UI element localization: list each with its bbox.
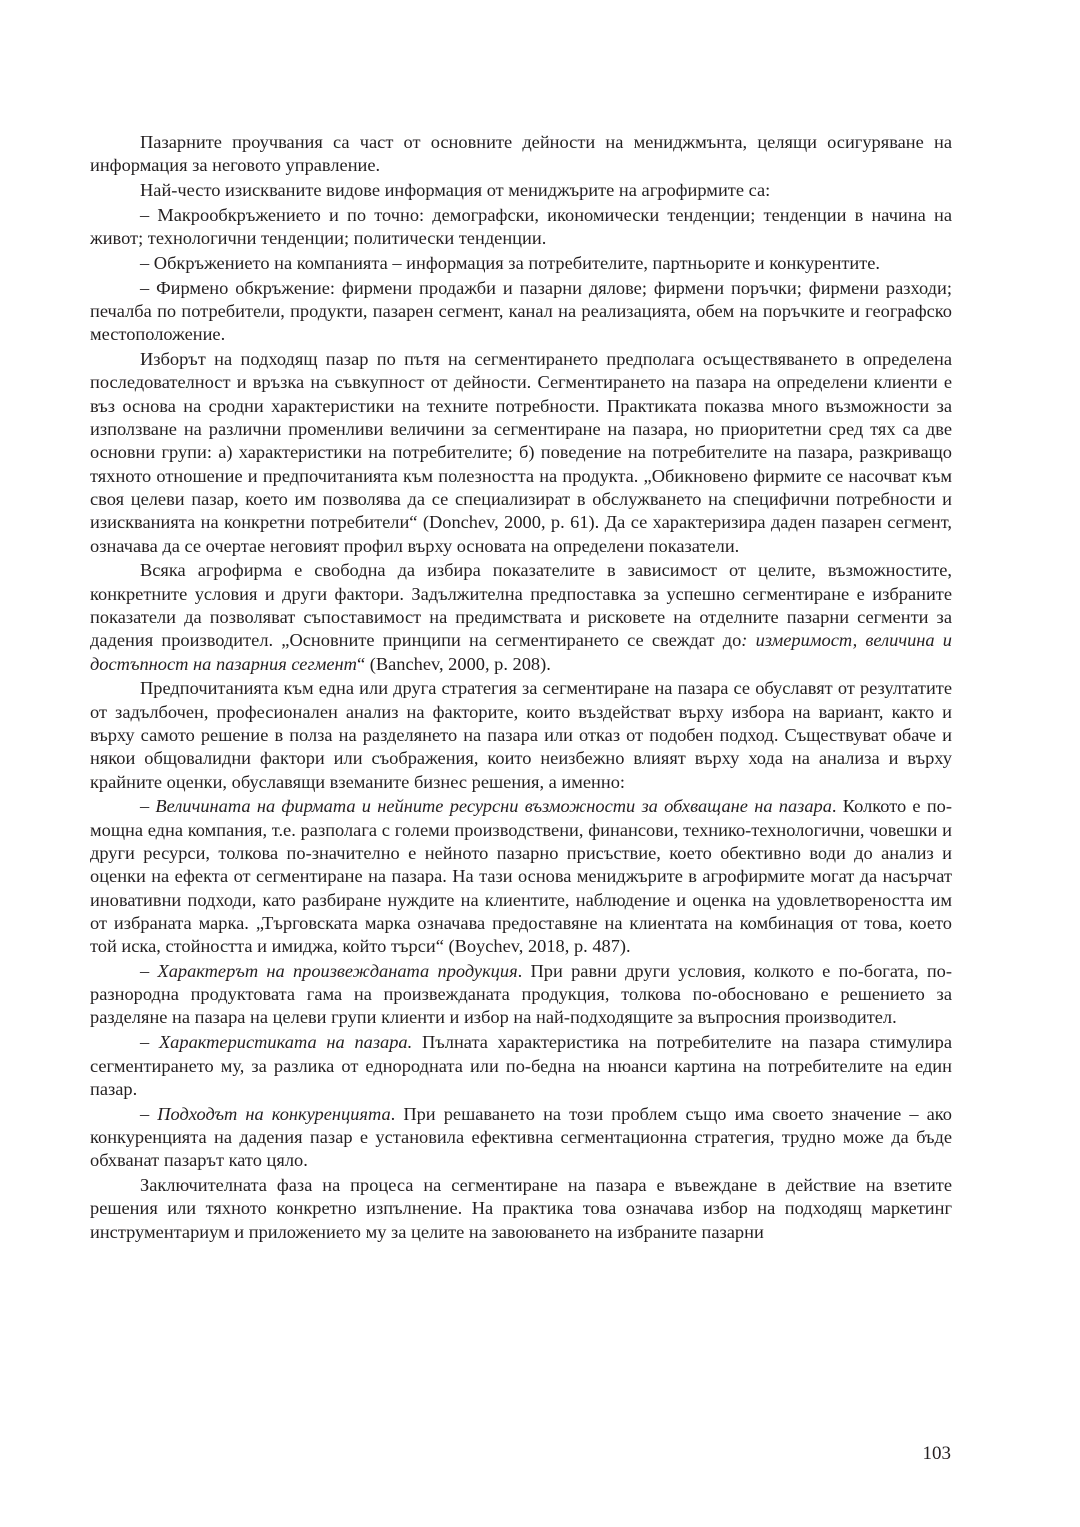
paragraph: – Характеристиката на пазара. Пълната характеристика на потребителите на пазара стимулира сегментирането му, за разлика от еднородната или по-бедна на нюанси картина на потребителите на един пазар.: [90, 1032, 952, 1099]
emphasis-text: – Величината на фирмата и нейните ресурсни възможности за обхващане на пазара: [140, 796, 832, 817]
paragraph: Най-често изискваните видове информация от мениджърите на агрофирмите са:: [140, 180, 771, 201]
paragraph: – Подходът на конкуренцията. При решаването на този проблем също има своето значение – ако конкуренцията на дадения пазар е установила ефективна сегментационна стратегия, трудно може да бъде обхванат пазарът като цяло.: [90, 1103, 952, 1171]
paragraph: Пазарните проучвания са част от основните дейности на мениджмънта, целящи осигуряване на информация за неговото управление.: [90, 132, 952, 176]
emphasis-text: – Подходът на конкуренцията: [140, 1103, 391, 1124]
paragraph: Изборът на подходящ пазар по пътя на сегментирането предполага осъществяването в определена последователност и връзка на съвкупност от дейности. Сегментирането на пазара на определени клиенти е въз основа на сродни характеристики на техните потребности. Практиката показва много възможности за използване на различни променливи величини за сегментиране на пазара, но приоритетни сред тях са две основни групи: а) характеристики на потребителите; б) поведение на потребителите на пазара, разкриващо тяхното отношение и предпочитанията към полезността на продукта. „Обикновено фирмите се насочват към своя целеви пазар, което им позволява да се специализират в обслужването на специфични потребности и изискванията на конкретни потребители“ (Donchev, 2000, p. 61). Да се характеризира даден пазарен сегмент, означава да се очертае неговият профил върху основата на определени показатели.: [90, 349, 952, 556]
emphasis-text: : измеримост, величина и достъпност на пазарния сегмент: [90, 630, 953, 674]
paragraph: – Макрообкръжението и по точно: демографски, икономически тенденции; тенденции в начина на живот; технологични тенденции; политически тенденции.: [90, 204, 952, 249]
page-number: 103: [922, 1443, 951, 1464]
emphasis-text: – Характеристиката на пазара.: [140, 1032, 413, 1053]
paragraph: – Величината на фирмата и нейните ресурсни възможности за обхващане на пазара. Колкото е по-мощна една компания, т.е. разполага с големи производствени, финансови, технико-технологични, човешки и други ресурси, толкова по-значително е нейното пазарно присъствие, което обективно води до анализ и оценки на ефекта от сегментиране на пазара. На тази основа мениджърите в агрофирмите могат да насърчат иновативни подходи, като разбиране нуждите на клиентите, наблюдение и оценка на удовлетвореността им от избраната марка. „Търговската марка означава предоставяне на клиентата на комбинация от това, което той иска, стойността и имиджа, който търси“ (Boychev, 2018, p. 487).: [90, 796, 952, 957]
paragraph: – Обкръжението на компанията – информация за потребителите, партньорите и конкурентите.: [140, 252, 881, 273]
paragraph: – Характерът на произвежданата продукция. При равни други условия, колкото е по-богата, по-разнородна продуктовата гама на произвежданата продукция, толкова по-обосновано е решението за разделяне на пазара на целеви групи клиенти и избор на най-подходящите за въпросния производител.: [90, 960, 952, 1028]
emphasis-text: – Характерът на произвежданата продукция: [140, 960, 518, 981]
paragraph: Всяка агрофирма е свободна да избира показателите в зависимост от целите, възможностите, конкретните условия и други фактори. Задължителна предпоставка за успешно сегментиране е избраните показатели да позволяват съпоставимост на предимствата и рисковете на отделните пазарни сегменти за дадения производител. „Основните принципи на сегментирането се свеждат до: измеримост, величина и достъпност на пазарния сегмент“ (Banchev, 2000, p. 208).: [90, 560, 953, 674]
body-text: [90, 131, 952, 1245]
paragraph: – Фирмено обкръжение: фирмени продажби и пазарни дялове; фирмени поръчки; фирмени разходи; печалба по потребители, продукти, пазарен сегмент, канал на реализацията, обем на поръчките и географско местоположение.: [90, 277, 952, 345]
paragraph: Предпочитанията към една или друга стратегия за сегментиране на пазара се обуславят от резултатите от задълбочен, професионален анализ на факторите, които въздействат върху избора на вариант, както и върху самото решение в полза на разделянето на пазара или отказ от подобен подход. Съществуват обаче и някои общовалидни фактори или съображения, които неизбежно влияят върху хода на анализа и върху крайните оценки, обуславящи вземаните бизнес решения, а именно:: [90, 678, 952, 792]
paragraph: Заключителната фаза на процеса на сегментиране на пазара е въвеждане в действие на взетите решения или тяхното конкретно изпълнение. На практика това означава избор на подходящ маркетинг инструментариум и приложението му за целите на завоюването на избраните пазарни: [90, 1175, 952, 1242]
